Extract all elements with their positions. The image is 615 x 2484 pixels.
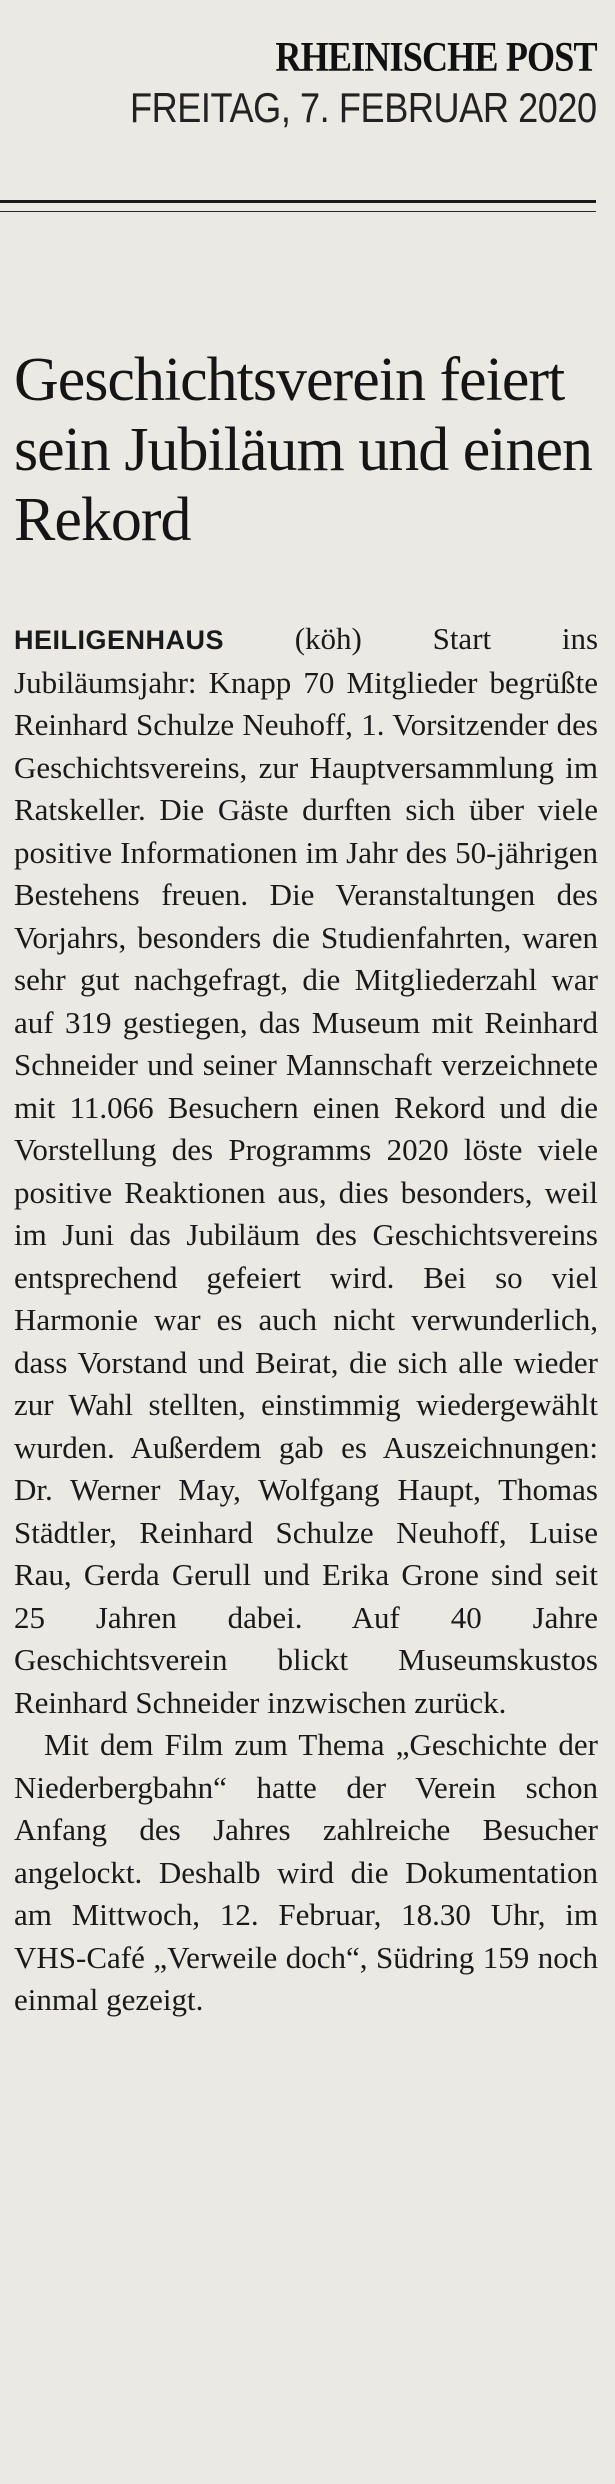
article-paragraph-2: Mit dem Film zum Thema „Geschichte der Niederbergbahn“ hatte der Verein schon Anfang des Jahres zahlreiche Besucher angelockt. Deshalb wird die Dokumentation am Mittwoch, 12. Februar, 18.30 Uhr, im VHS-Café „Verweile doch“, Südring 159 noch einmal gezeigt. xyxy=(14,1727,598,2017)
publication-date: FREITAG, 7. FEBRUAR 2020 xyxy=(130,84,597,131)
article-body xyxy=(14,618,598,2022)
article-paragraph-1 xyxy=(14,618,598,1724)
article-paragraph-1-text: (köh) Start ins Jubiläumsjahr: Knapp 70 Mitglieder begrüßte Reinhard Schulze Neuhoff, 1. Vorsitzender des Geschichtsvereins, zur Hauptversammlung im Ratskeller. Die Gäste durften sich über viele positive Informationen im Jahr des 50-jährigen Bestehens freuen. Die Veranstaltungen des Vorjahrs, besonders die Studienfahrten, waren sehr gut nachgefragt, die Mitgliederzahl war auf 319 gestiegen, das Museum mit Reinhard Schneider und seiner Mannschaft verzeichnete mit 11.066 Besuchern einen Rekord und die Vorstellung des Programms 2020 löste viele positive Reaktionen aus, dies besonders, weil im Juni das Jubiläum des Geschichtsvereins entsprechend gefeiert wird. Bei so viel Harmonie war es auch nicht verwunderlich, dass Vorstand und Beirat, die sich alle wieder zur Wahl stellten, einstimmig wiedergewählt wurden. Außerdem gab es Auszeichnungen: Dr. Werner May, Wolfgang Haupt, Thomas Städtler, Reinhard Schulze Neuhoff, Luise Rau, Gerda Gerull und Erika Grone sind seit 25 Jahren dabei. Auf 40 Jahre Geschichtsverein blickt Museumskustos Reinhard Schneider inzwischen zurück. xyxy=(14,621,599,1720)
masthead-divider-thin xyxy=(0,211,596,212)
masthead xyxy=(54,34,597,134)
newspaper-name: RHEINISCHE POST xyxy=(275,35,597,81)
article-dateline: HEILIGENHAUS xyxy=(14,625,225,655)
article-headline: Geschichtsverein feiert sein Jubiläum und einen Rekord xyxy=(14,346,592,554)
masthead-divider-thick xyxy=(0,200,596,203)
